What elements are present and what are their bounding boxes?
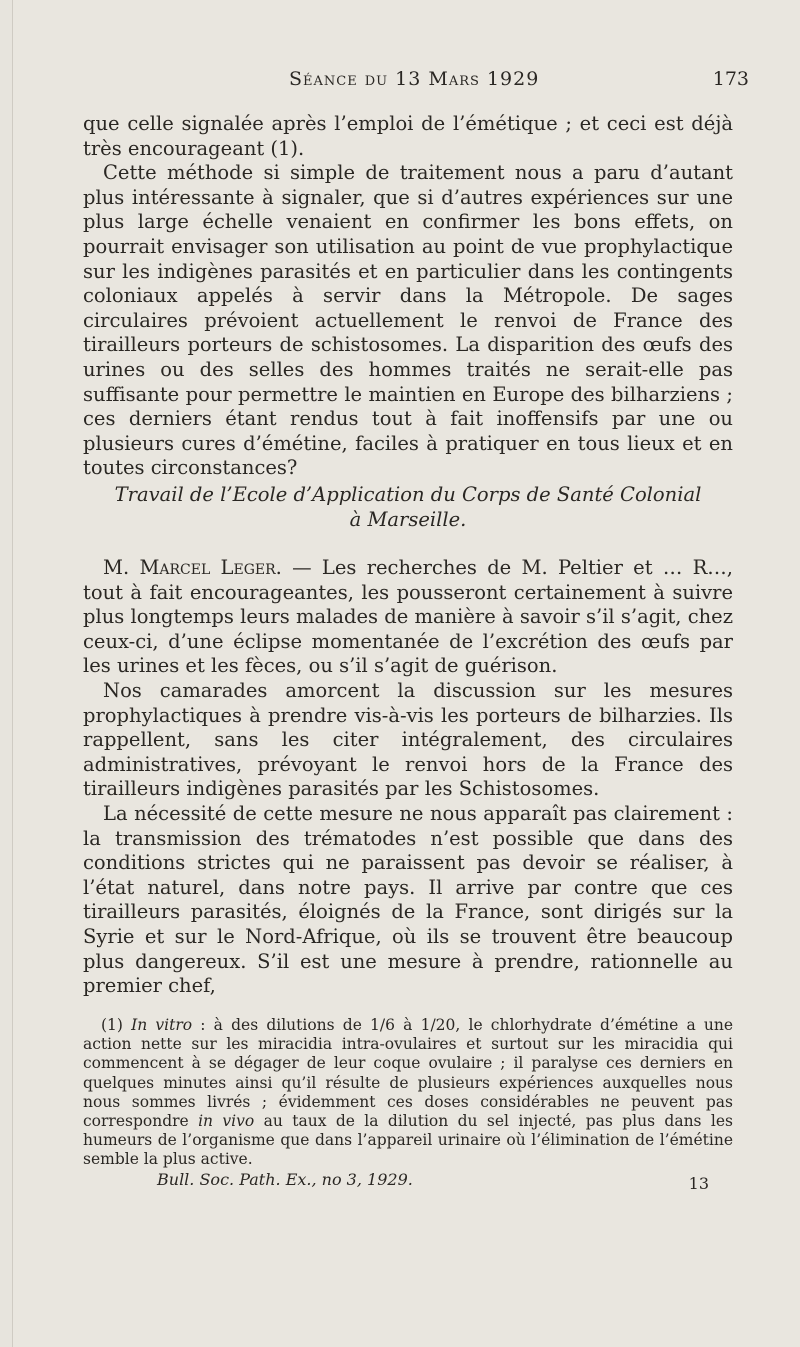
book-page xyxy=(12,0,800,1347)
footnote-in-vitro: In vitro xyxy=(131,1016,193,1034)
paragraph-2: Cette méthode si simple de traitement nous a paru d’autant plus intéressante à signaler, que si d’autres expériences sur une plus large échelle venaient en confirmer les bons effets, on pourrait envisager son utilisation au point de vue prophylactique sur les indigènes parasités et en particulier dans les contingents coloniaux appelés à servir dans la Métropole. De sages circulaires prévoient actuellement le renvoi de France des tirailleurs porteurs de schistosomes. La disparition des œufs des urines ou des selles des hommes traités ne serait-elle pas suffisante pour permettre le maintien en Europe des bilharziens ; ces derniers étant rendus tout à fait inoffensifs par une ou plusieurs cures d’émétine, faciles à pratiquer en tous lieux et en toutes circonstances? xyxy=(83,161,733,480)
paragraph-1: que celle signalée après l’emploi de l’émétique ; et ceci est déjà très encourageant (1). xyxy=(83,112,733,160)
main-text xyxy=(83,112,733,999)
page-header xyxy=(13,68,800,98)
section-heading-line-2: à Marseille. xyxy=(349,507,467,531)
footnotes xyxy=(83,1016,733,1170)
footnote-marker: (1) xyxy=(101,1016,132,1034)
running-title: Séance du 13 Mars 1929 xyxy=(289,68,540,90)
footnote-in-vivo: in vivo xyxy=(198,1112,255,1131)
paragraph-3-text: — Les recherches de M. Peltier et … R…, tout à fait encourageantes, les pousseront certainement à suivre plus longtemps leurs malades de manière à savoir s’il s’agit, chez ceux-ci, d’une éclipse momentanée de l’excrétion des œufs par les urines et les fèces, ou s’il s’agit de guérison. xyxy=(83,556,733,678)
footnote-1 xyxy=(83,1016,733,1170)
speaker-name: M. Marcel Leger. xyxy=(103,556,282,580)
paragraph-4: Nos camarades amorcent la discussion sur les mesures prophylactiques à prendre vis-à-vis les porteurs de bilharzies. Ils rappellent, sans les citer intégralement, des circulaires administratives, prévoyant le renvoi hors de la France des tirailleurs indigènes parasités par les Schistosomes. xyxy=(83,679,733,801)
paragraph-5: La nécessité de cette mesure ne nous apparaît pas clairement : la transmission des trématodes n’est possible que dans des conditions strictes qui ne paraissent pas devoir se réaliser, à l’état naturel, dans notre pays. Il arrive par contre que ces tirailleurs parasités, éloignés de la France, sont dirigés sur la Syrie et sur le Nord-Afrique, où ils se trouvent être beaucoup plus dangereux. S’il est une mesure à prendre, rationnelle au premier chef, xyxy=(83,802,733,998)
footnote-text-1: : à des dilutions de 1/6 à 1/20, le chlorhydrate d’émétine a une action nette sur les miracidia intra-ovulaires et surtout sur les miracidia qui commencent à se dégager de leur coque ovulaire ; il paralyse ces derniers en quelques minutes ainsi qu’il résulte de plusieurs expériences auxquelles nous nous sommes livrés ; évidemment ces doses considérables ne peuvent pas correspondre xyxy=(83,1016,734,1131)
page-number: 173 xyxy=(712,68,749,90)
footnote-text-2: au taux de la dilution du sel injecté, pas plus dans les humeurs de l’organisme que dans l’appareil urinaire où l’élimination de l’émétine semble la plus active. xyxy=(83,1112,733,1169)
journal-citation: Bull. Soc. Path. Ex., no 3, 1929. xyxy=(157,1170,413,1189)
sheet-number: 13 xyxy=(688,1174,709,1193)
section-heading-line-1: Travail de l’Ecole d’Application du Corps de Santé Colonial xyxy=(114,482,702,506)
page-footer xyxy=(13,1170,800,1194)
paragraph-3 xyxy=(83,556,733,679)
